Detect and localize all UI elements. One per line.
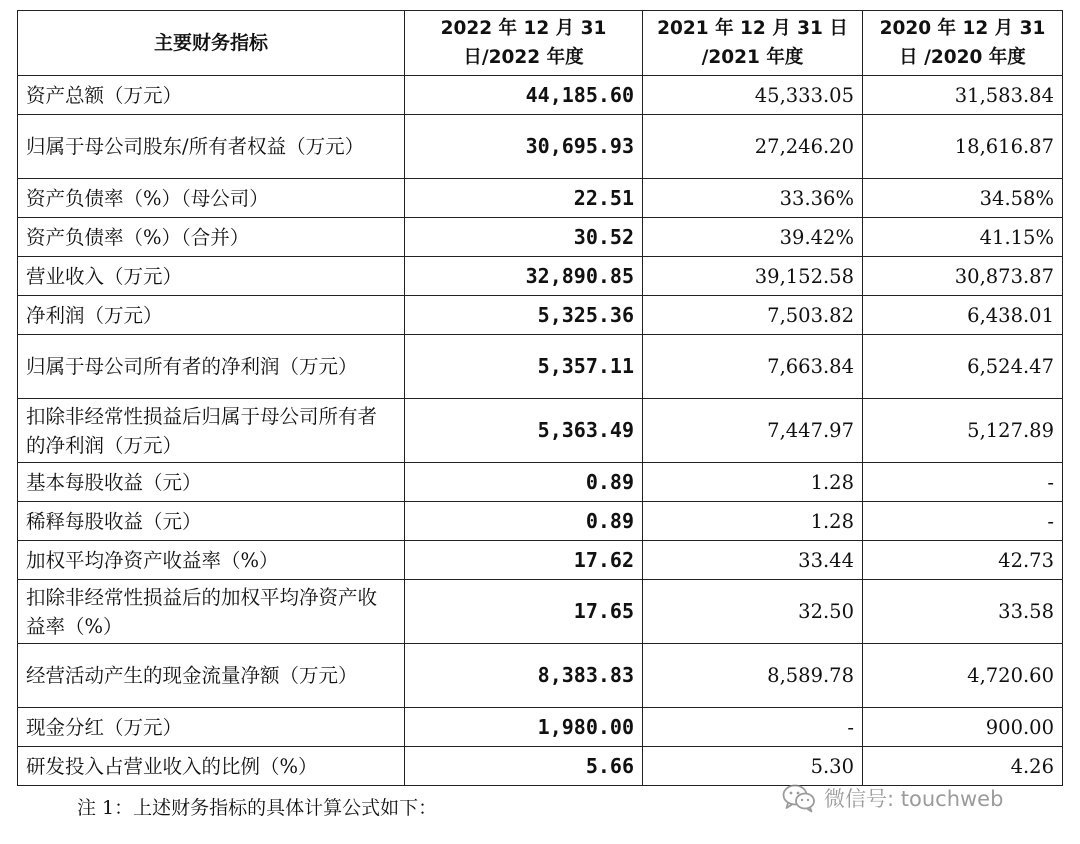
row-label: 研发投入占营业收入的比例（%） (18, 747, 405, 786)
value-2022: 0.89 (405, 502, 643, 541)
row-label: 归属于母公司所有者的净利润（万元） (18, 335, 405, 399)
value-2020: 900.00 (863, 708, 1063, 747)
value-2022: 0.89 (405, 463, 643, 502)
table-row (18, 76, 1063, 115)
value-2021: - (643, 708, 863, 747)
table-row (18, 399, 1063, 463)
table-row (18, 541, 1063, 580)
value-2020: 6,438.01 (863, 296, 1063, 335)
value-2021: 33.44 (643, 541, 863, 580)
value-2020: 4.26 (863, 747, 1063, 786)
value-2022: 17.65 (405, 580, 643, 644)
value-2020: 41.15% (863, 218, 1063, 257)
header-2021: 2021 年 12 月 31 日 /2021 年度 (643, 11, 863, 76)
header-2020: 2020 年 12 月 31 日 /2020 年度 (863, 11, 1063, 76)
value-2021: 39.42% (643, 218, 863, 257)
row-label: 归属于母公司股东/所有者权益（万元） (18, 115, 405, 179)
value-2022: 1,980.00 (405, 708, 643, 747)
value-2021: 27,246.20 (643, 115, 863, 179)
value-2022: 30,695.93 (405, 115, 643, 179)
table-row (18, 335, 1063, 399)
value-2022: 17.62 (405, 541, 643, 580)
row-label: 扣除非经常性损益后归属于母公司所有者的净利润（万元） (18, 399, 405, 463)
row-label: 经营活动产生的现金流量净额（万元） (18, 644, 405, 708)
row-label: 扣除非经常性损益后的加权平均净资产收益率（%） (18, 580, 405, 644)
value-2021: 1.28 (643, 502, 863, 541)
financial-indicators-table (17, 10, 1063, 786)
row-label: 净利润（万元） (18, 296, 405, 335)
row-label: 资产负债率（%）（母公司） (18, 179, 405, 218)
value-2021: 8,589.78 (643, 644, 863, 708)
value-2021: 5.30 (643, 747, 863, 786)
value-2020: 5,127.89 (863, 399, 1063, 463)
value-2021: 33.36% (643, 179, 863, 218)
watermark (782, 781, 1003, 815)
table-row (18, 218, 1063, 257)
value-2022: 5.66 (405, 747, 643, 786)
row-label: 稀释每股收益（元） (18, 502, 405, 541)
value-2020: 42.73 (863, 541, 1063, 580)
value-2020: 6,524.47 (863, 335, 1063, 399)
row-label: 现金分红（万元） (18, 708, 405, 747)
value-2021: 7,663.84 (643, 335, 863, 399)
value-2021: 45,333.05 (643, 76, 863, 115)
value-2022: 5,325.36 (405, 296, 643, 335)
footnote: 注 1：上述财务指标的具体计算公式如下： (77, 797, 438, 819)
value-2022: 44,185.60 (405, 76, 643, 115)
value-2020: 33.58 (863, 580, 1063, 644)
value-2022: 32,890.85 (405, 257, 643, 296)
header-indicator: 主要财务指标 (18, 11, 405, 76)
watermark-text: 微信号: touchweb (824, 787, 1004, 811)
value-2021: 7,447.97 (643, 399, 863, 463)
wechat-icon (782, 783, 816, 813)
value-2022: 30.52 (405, 218, 643, 257)
value-2020: 31,583.84 (863, 76, 1063, 115)
value-2020: 4,720.60 (863, 644, 1063, 708)
value-2020: - (863, 463, 1063, 502)
row-label: 资产总额（万元） (18, 76, 405, 115)
value-2021: 39,152.58 (643, 257, 863, 296)
value-2022: 5,363.49 (405, 399, 643, 463)
value-2022: 8,383.83 (405, 644, 643, 708)
value-2021: 7,503.82 (643, 296, 863, 335)
table-row (18, 708, 1063, 747)
value-2022: 5,357.11 (405, 335, 643, 399)
table-row (18, 296, 1063, 335)
table-row (18, 747, 1063, 786)
table-row (18, 179, 1063, 218)
table-row (18, 463, 1063, 502)
table-row (18, 502, 1063, 541)
row-label: 资产负债率（%）（合并） (18, 218, 405, 257)
value-2022: 22.51 (405, 179, 643, 218)
header-2022: 2022 年 12 月 31 日/2022 年度 (405, 11, 643, 76)
value-2021: 1.28 (643, 463, 863, 502)
row-label: 营业收入（万元） (18, 257, 405, 296)
row-label: 基本每股收益（元） (18, 463, 405, 502)
table-row (18, 115, 1063, 179)
value-2020: 30,873.87 (863, 257, 1063, 296)
row-label: 加权平均净资产收益率（%） (18, 541, 405, 580)
table-row (18, 580, 1063, 644)
value-2020: - (863, 502, 1063, 541)
value-2020: 34.58% (863, 179, 1063, 218)
table-row (18, 644, 1063, 708)
table-row (18, 257, 1063, 296)
table-header-row (18, 11, 1063, 76)
value-2020: 18,616.87 (863, 115, 1063, 179)
value-2021: 32.50 (643, 580, 863, 644)
